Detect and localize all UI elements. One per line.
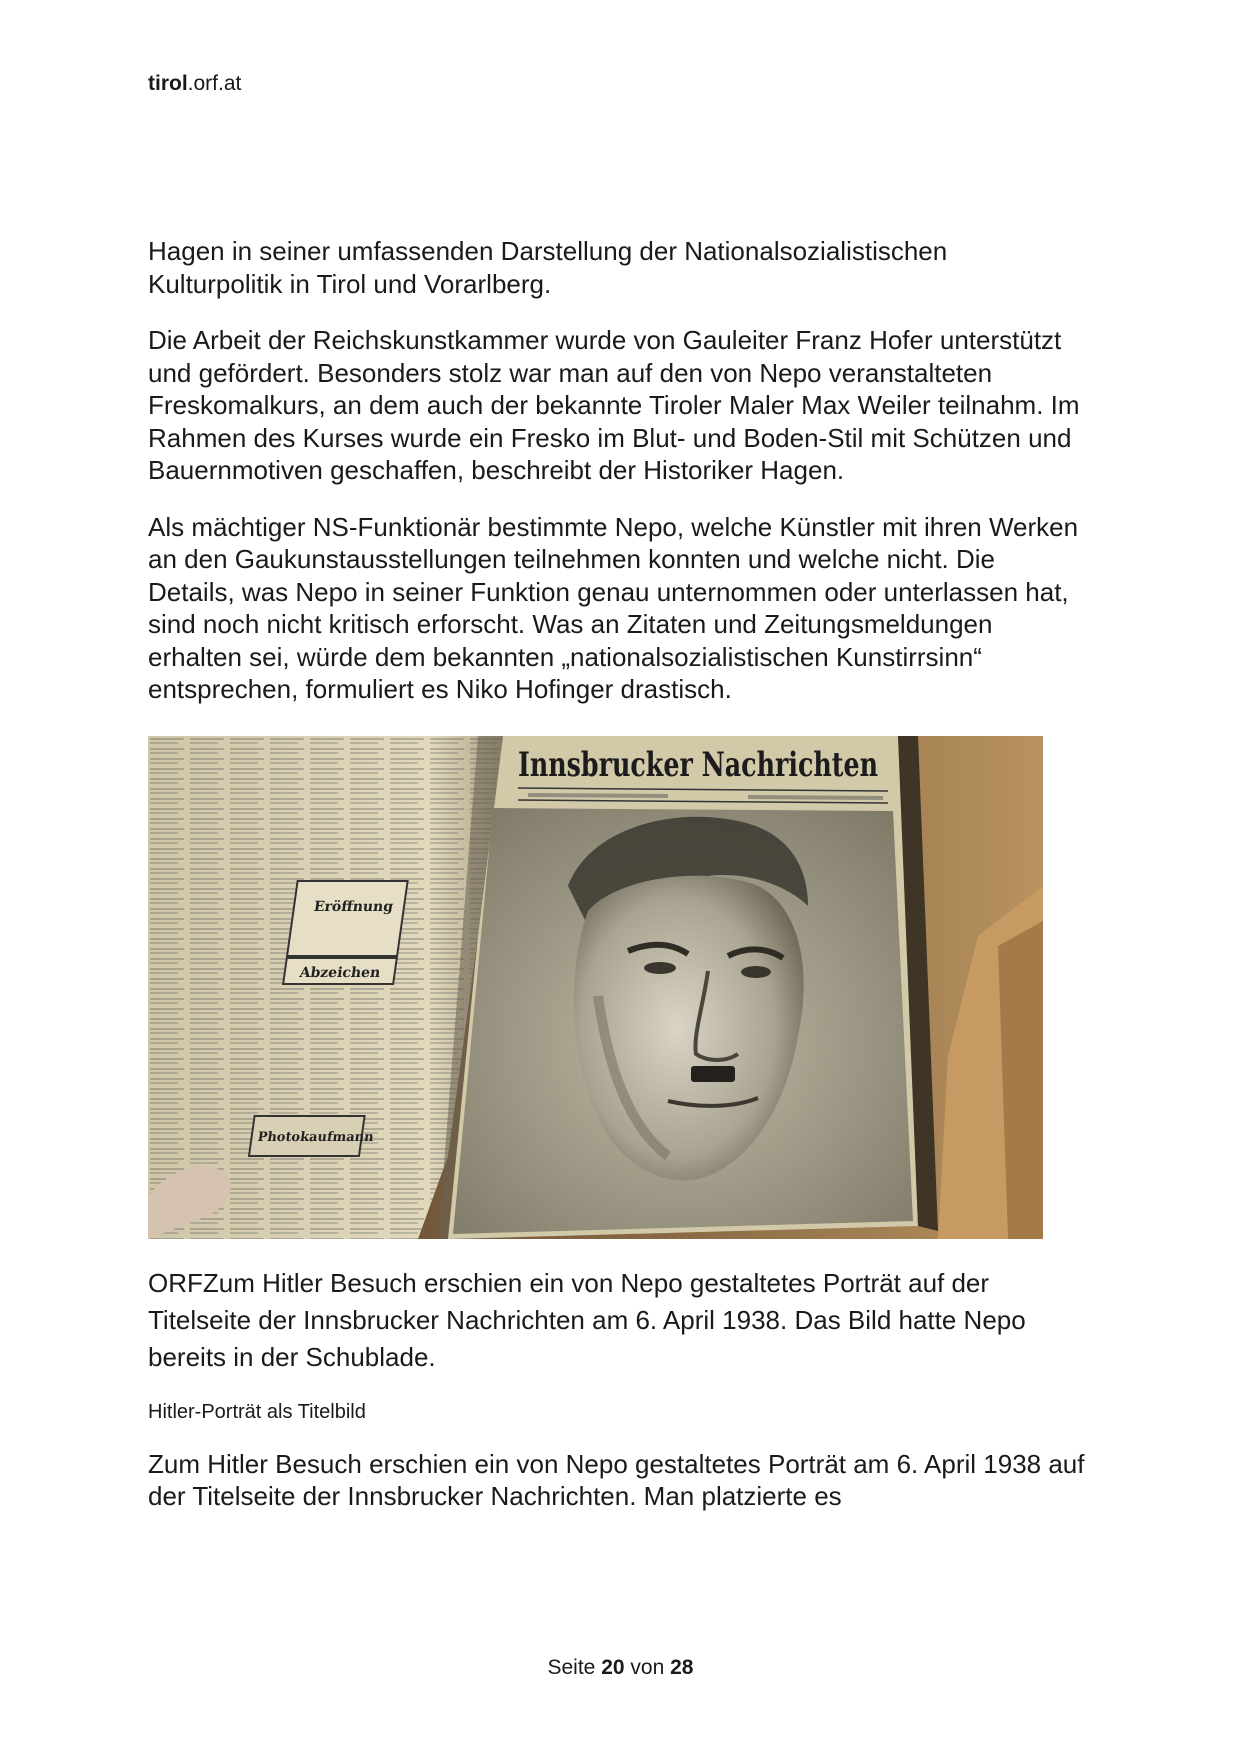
paragraph: Hagen in seiner umfassenden Darstellung der Nationalsozialistischen Kulturpolitik in Tirol und Vorarlberg. — [148, 236, 948, 299]
site-name-bold: tirol — [148, 72, 188, 95]
ad-opening-text: Eröffnung — [312, 898, 395, 915]
paragraph: Als mächtiger NS-Funktionär bestimmte Nepo, welche Künstler mit ihren Werken an den Gaukunstausstellungen teilnehmen konnten und welche nicht. Die Details, was Nepo in seiner Funktion genau unternommen oder unterlassen hat, sind noch nicht kritisch erforscht. Was an Zitaten und Zeitungsmeldungen erhalten sei, würde dem bekannten „nationalsozialistischen Kunstirrsinn“ entsprechen, formuliert es Niko Hofinger drastisch. — [148, 511, 1079, 704]
paragraph: Die Arbeit der Reichskunstkammer wurde von Gauleiter Franz Hofer unterstützt und gefördert. Besonders stolz war man auf den von Nepo veranstalteten Freskomalkurs, an dem auch der bekannte Tiroler Maler Max Weiler teilnahm. Im Rahmen des Kurses wurde ein Fresko im Blut- und Boden-Stil mit Schützen und Bauernmotiven geschaffen, beschreibt der Historiker Hagen. — [148, 325, 1080, 485]
masthead-text: Innsbrucker Nachrichten — [518, 744, 878, 785]
ad-photo-text: Photokaufmann — [256, 1129, 375, 1145]
site-name-domain: .orf.at — [187, 72, 242, 95]
photo-caption: ORFZum Hitler Besuch erschien ein von Nepo gestaltetes Porträt auf der Titelseite der Innsbrucker Nachrichten am 6. April 1938. Das Bild hatte Nepo bereits in der Schublade. — [148, 1267, 1026, 1372]
section-subheading: Hitler-Porträt als Titelbild — [148, 1400, 366, 1423]
ad-badges-text: Abzeichen — [298, 964, 382, 981]
total-page-count: 28 — [670, 1656, 694, 1679]
paragraph: Zum Hitler Besuch erschien ein von Nepo gestaltetes Porträt am 6. April 1938 auf der Titelseite der Innsbrucker Nachrichten. Man platzierte es — [148, 1448, 1085, 1511]
article-content — [148, 235, 1088, 1537]
site-header — [148, 72, 241, 96]
current-page-number: 20 — [601, 1656, 625, 1679]
page-footer — [0, 1656, 1241, 1680]
footer-middle: von — [630, 1656, 665, 1679]
newspaper-photo — [148, 736, 1043, 1239]
newspaper-photo-illustration — [148, 736, 1043, 1239]
footer-prefix: Seite — [547, 1656, 596, 1679]
